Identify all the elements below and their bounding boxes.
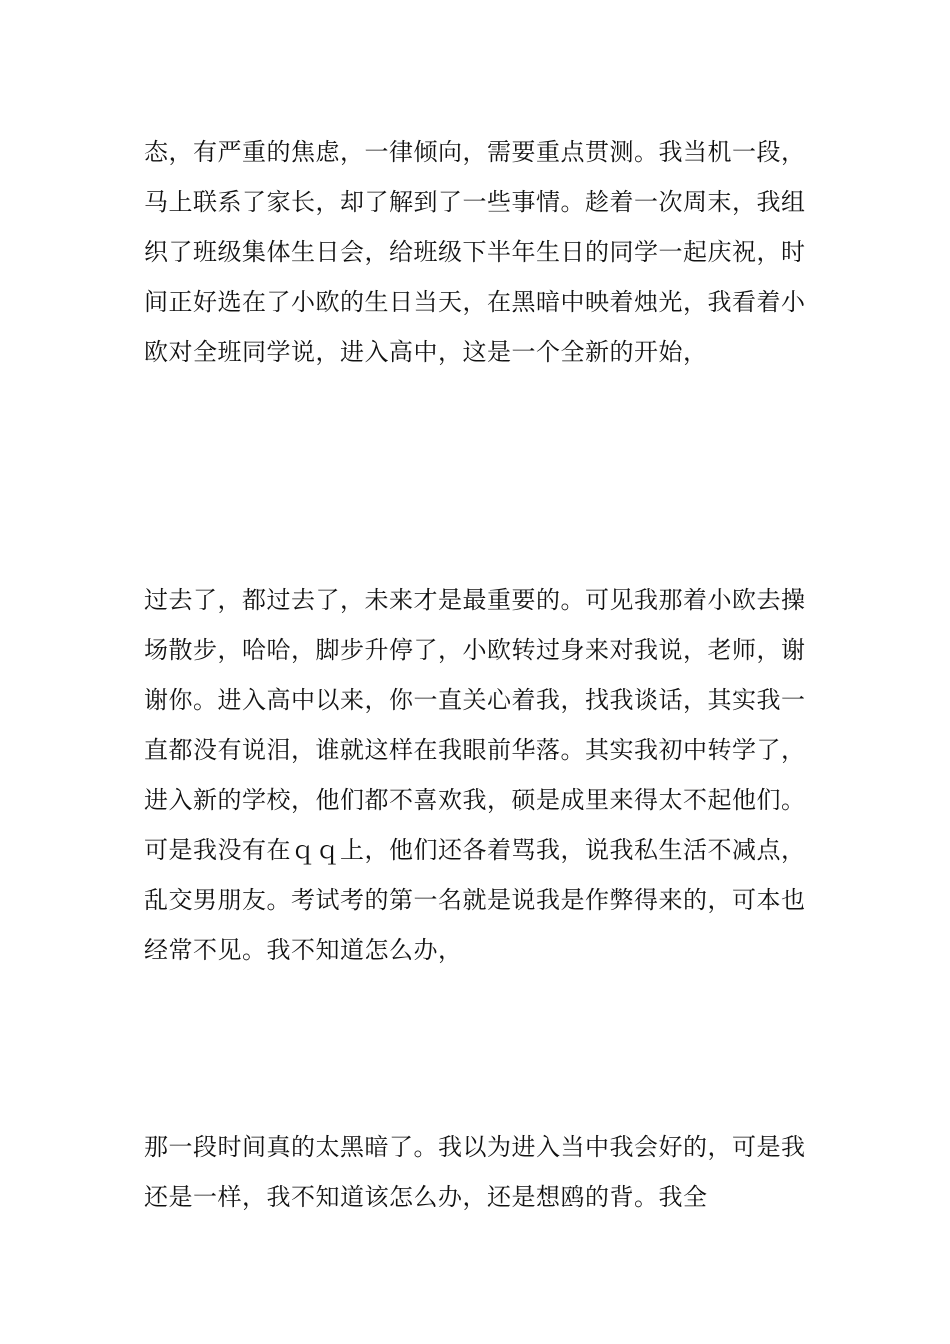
paragraph-3: 那一段时间真的太黑暗了。我以为进入当中我会好的，可是我还是一样，我不知道该怎么办，还是想鸥的背。我全 [144, 1133, 806, 1211]
paragraph-1: 态，有严重的焦虑，一律倾向，需要重点贯测。我当机一段，马上联系了家长，却了解到了一些事情。趁着一次周末，我组织了班级集体生日会，给班级下半年生日的同学一起庆祝，时间正好选在了小欧的生日当天，在黑暗中映着烛光，我看着小欧对全班同学说，进入高中，这是一个全新的开始， [144, 138, 806, 366]
paragraph-2: 过去了，都过去了，未来才是最重要的。可见我那着小欧去操场散步，哈哈，脚步升停了，小欧转过身来对我说，老师，谢谢你。进入高中以来，你一直关心着我，找我谈话，其实我一直都没有说泪，谁就这样在我眼前华落。其实我初中转学了，进入新的学校，他们都不喜欢我，硕是成里来得太不起他们。可是我没有在ｑｑ上，他们还各着骂我，说我私生活不减点，乱交男朋友。考试考的第一名就是说我是作弊得来的，可本也经常不见。我不知道怎么办， [144, 586, 806, 964]
